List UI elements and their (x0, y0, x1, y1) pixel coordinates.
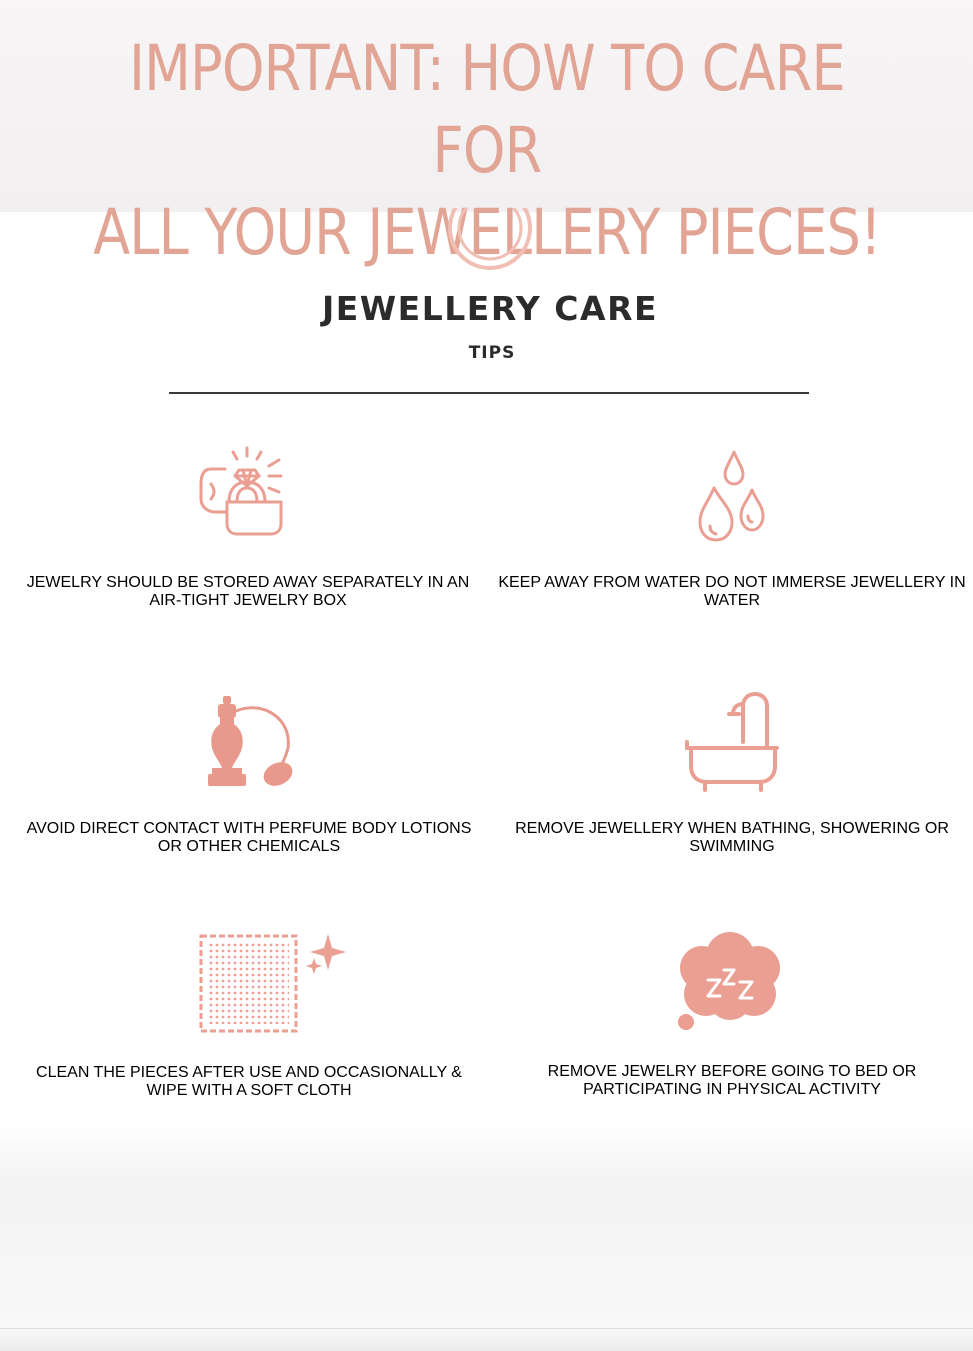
tip-storage-line-2: SEPARATELY IN AN AIR-TIGHT JEWELRY BOX (149, 574, 470, 609)
tip-bathing-line-1: REMOVE JEWELLERY WHEN BATHING, (515, 820, 816, 837)
ring-logo-icon (447, 208, 533, 272)
tip-storage-line-1: JEWELRY SHOULD BE STORED AWAY (26, 574, 318, 591)
headline-line-1: IMPORTANT: HOW TO CARE FOR (129, 32, 845, 187)
tip-water-line-2: DO NOT IMMERSE JEWELLERY IN WATER (704, 574, 966, 609)
tip-bedtime (497, 1063, 967, 1099)
divider (169, 392, 809, 394)
tip-water-line-1: KEEP AWAY FROM WATER (498, 574, 701, 591)
card-title: JEWELLERY CARE (321, 289, 659, 328)
bottom-edge (0, 1328, 973, 1329)
card-subtitle: TIPS (468, 343, 516, 363)
tip-bathing (497, 820, 967, 856)
water-drops-icon (688, 444, 778, 554)
tip-storage (13, 574, 483, 610)
tip-perfume-line-2: BODY LOTIONS OR OTHER CHEMICALS (157, 820, 472, 855)
headline-line-2: ALL YOUR JEWELLERY PIECES! (93, 196, 881, 269)
tip-cleaning-line-2: OCCASIONALLY & WIPE WITH A SOFT CLOTH (146, 1064, 462, 1099)
tip-cleaning (14, 1064, 484, 1100)
tip-cleaning-line-1: CLEAN THE PIECES AFTER USE AND (36, 1064, 320, 1081)
tip-bedtime-line-2: OR PARTICIPATING IN PHYSICAL ACTIVITY (583, 1063, 917, 1098)
cloth-sparkle-icon (196, 930, 356, 1040)
ring-box-icon (195, 444, 305, 539)
tip-perfume-line-1: AVOID DIRECT CONTACT WITH PERFUME (26, 820, 348, 837)
perfume-bottle-icon (196, 690, 306, 795)
tip-perfume (14, 820, 484, 856)
bathtub-icon (683, 690, 783, 795)
tip-bathing-line-2: SHOWERING OR SWIMMING (689, 820, 949, 855)
sleep-cloud-icon (670, 928, 790, 1036)
tip-water (497, 574, 967, 610)
tip-bedtime-line-1: REMOVE JEWELRY BEFORE GOING TO BED (547, 1063, 888, 1080)
headline-banner (0, 0, 973, 269)
